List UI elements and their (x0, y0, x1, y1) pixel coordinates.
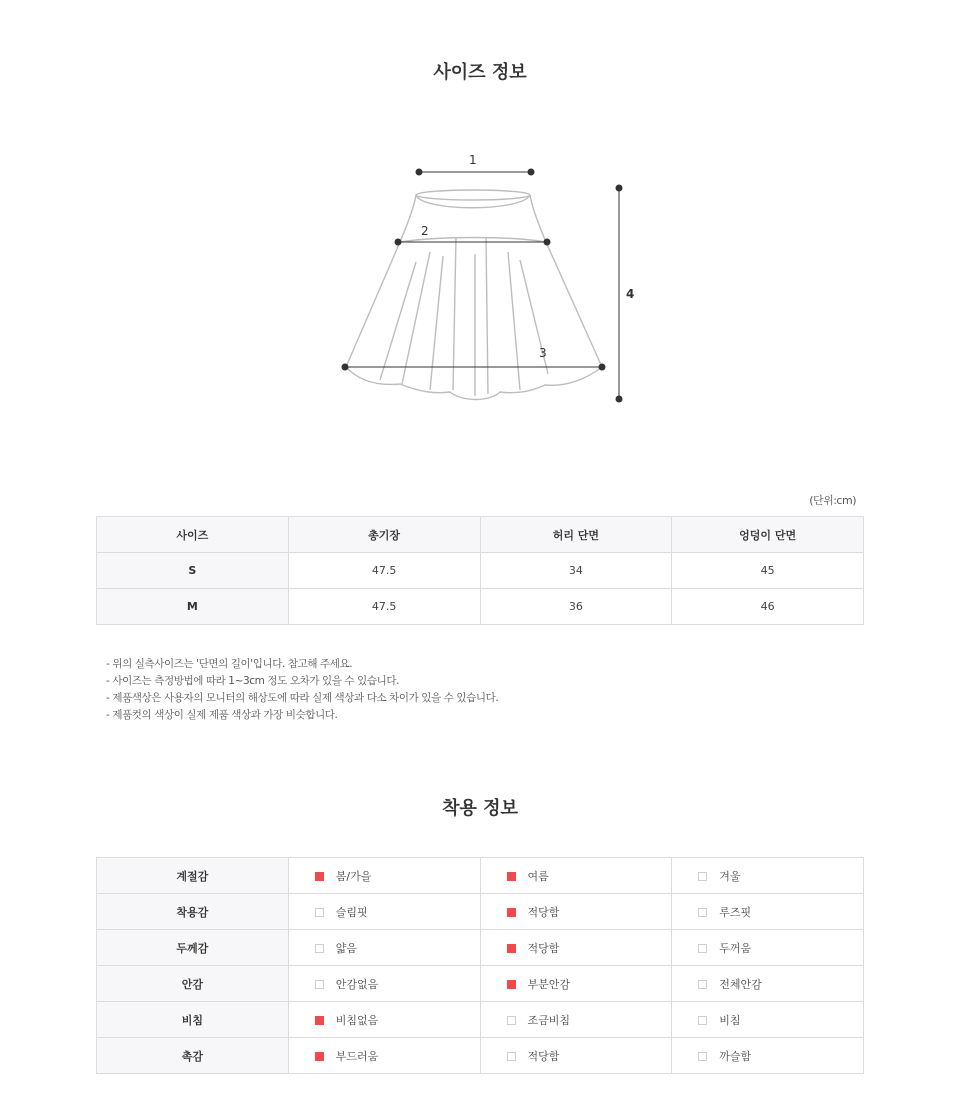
table-row (97, 930, 864, 966)
wear-option (672, 966, 864, 1002)
wear-option-label: 까슬함 (719, 1049, 752, 1063)
unchecked-box-icon (315, 980, 324, 989)
diagram-label-4: 4 (626, 287, 635, 301)
wear-option (672, 894, 864, 930)
diagram-label-2: 2 (421, 224, 429, 238)
wear-option (480, 1002, 672, 1038)
unchecked-box-icon (315, 944, 324, 953)
wear-option (480, 1038, 672, 1074)
table-row (97, 858, 864, 894)
size-table-header-row (97, 517, 864, 553)
diagram-label-1: 1 (469, 153, 477, 167)
wear-option-label: 안감없음 (335, 977, 379, 991)
wear-option-label: 조금비침 (527, 1013, 571, 1027)
size-notes (106, 656, 498, 724)
note-item: - 제품컷의 색상이 실제 제품 색상과 가장 비슷합니다. (106, 709, 338, 721)
wear-option (288, 1002, 480, 1038)
table-row (97, 589, 864, 625)
wear-option-label: 겨울 (719, 869, 741, 883)
unit-label: (단위:cm) (809, 494, 856, 507)
wear-option-label: 전체안감 (719, 977, 762, 991)
wear-option-label: 슬림핏 (335, 905, 368, 919)
wear-option (480, 894, 672, 930)
wear-option (480, 930, 672, 966)
checked-box-icon (507, 872, 516, 881)
wear-option (672, 1002, 864, 1038)
wear-option-label: 적당함 (527, 941, 560, 955)
wear-info-table (96, 857, 864, 1074)
wear-option-label: 루즈핏 (719, 905, 752, 919)
wear-option-label: 봄/가을 (335, 869, 372, 883)
unchecked-box-icon (698, 1016, 707, 1025)
table-row (97, 1002, 864, 1038)
checked-box-icon (507, 980, 516, 989)
wear-option (288, 894, 480, 930)
wear-option-label: 적당함 (527, 1049, 560, 1063)
table-row (97, 894, 864, 930)
wear-option (480, 966, 672, 1002)
checked-box-icon (507, 944, 516, 953)
checked-box-icon (315, 1016, 324, 1025)
size-value-cell: 46 (672, 589, 864, 625)
size-label-cell: S (97, 553, 289, 589)
wear-option-label: 부드러움 (335, 1049, 379, 1063)
wear-option (288, 930, 480, 966)
note-item: - 제품색상은 사용자의 모니터의 해상도에 따라 실제 색상과 다소 차이가 있을 수 있습니다. (106, 692, 499, 704)
wear-option (288, 966, 480, 1002)
wear-attribute-label: 안감 (97, 966, 289, 1002)
wear-info-title: 착용 정보 (442, 798, 518, 819)
size-value-cell: 34 (480, 553, 672, 589)
table-row (97, 966, 864, 1002)
size-value-cell: 36 (480, 589, 672, 625)
wear-attribute-label: 계절감 (97, 858, 289, 894)
wear-option-label: 두꺼움 (719, 941, 752, 955)
unchecked-box-icon (698, 908, 707, 917)
note-item: - 사이즈는 측정방법에 따라 1~3cm 정도 오차가 있을 수 있습니다. (106, 675, 400, 687)
skirt-measurement-diagram (330, 140, 635, 410)
unchecked-box-icon (507, 1016, 516, 1025)
unchecked-box-icon (698, 1052, 707, 1061)
unchecked-box-icon (698, 872, 707, 881)
skirt-illustration (346, 190, 602, 400)
wear-option (672, 1038, 864, 1074)
table-row (97, 553, 864, 589)
unchecked-box-icon (698, 944, 707, 953)
size-value-cell: 47.5 (288, 589, 480, 625)
unchecked-box-icon (698, 980, 707, 989)
wear-option-label: 비침없음 (335, 1013, 379, 1027)
size-value-cell: 47.5 (288, 553, 480, 589)
size-table (96, 516, 864, 625)
wear-option-label: 얇음 (335, 941, 358, 955)
size-header-cell: 사이즈 (97, 517, 289, 553)
wear-attribute-label: 비침 (97, 1002, 289, 1038)
checked-box-icon (315, 872, 324, 881)
unchecked-box-icon (315, 908, 324, 917)
size-info-title: 사이즈 정보 (433, 62, 527, 83)
wear-option-label: 비침 (719, 1013, 741, 1027)
wear-option-label: 부분안감 (527, 977, 571, 991)
unchecked-box-icon (507, 1052, 516, 1061)
wear-attribute-label: 두께감 (97, 930, 289, 966)
size-value-cell: 45 (672, 553, 864, 589)
table-row (97, 1038, 864, 1074)
wear-option (288, 1038, 480, 1074)
checked-box-icon (507, 908, 516, 917)
wear-option (672, 858, 864, 894)
diagram-label-3: 3 (539, 346, 547, 360)
wear-option (480, 858, 672, 894)
wear-option-label: 여름 (527, 869, 549, 883)
measurement-lines (342, 169, 622, 402)
size-header-cell: 총기장 (288, 517, 480, 553)
wear-option (288, 858, 480, 894)
note-item: - 위의 실측사이즈는 '단면의 길이'입니다. 참고해 주세요. (106, 658, 353, 670)
size-label-cell: M (97, 589, 289, 625)
checked-box-icon (315, 1052, 324, 1061)
wear-attribute-label: 촉감 (97, 1038, 289, 1074)
wear-attribute-label: 착용감 (97, 894, 289, 930)
size-header-cell: 엉덩이 단면 (672, 517, 864, 553)
size-header-cell: 허리 단면 (480, 517, 672, 553)
wear-option-label: 적당함 (527, 905, 560, 919)
wear-option (672, 930, 864, 966)
